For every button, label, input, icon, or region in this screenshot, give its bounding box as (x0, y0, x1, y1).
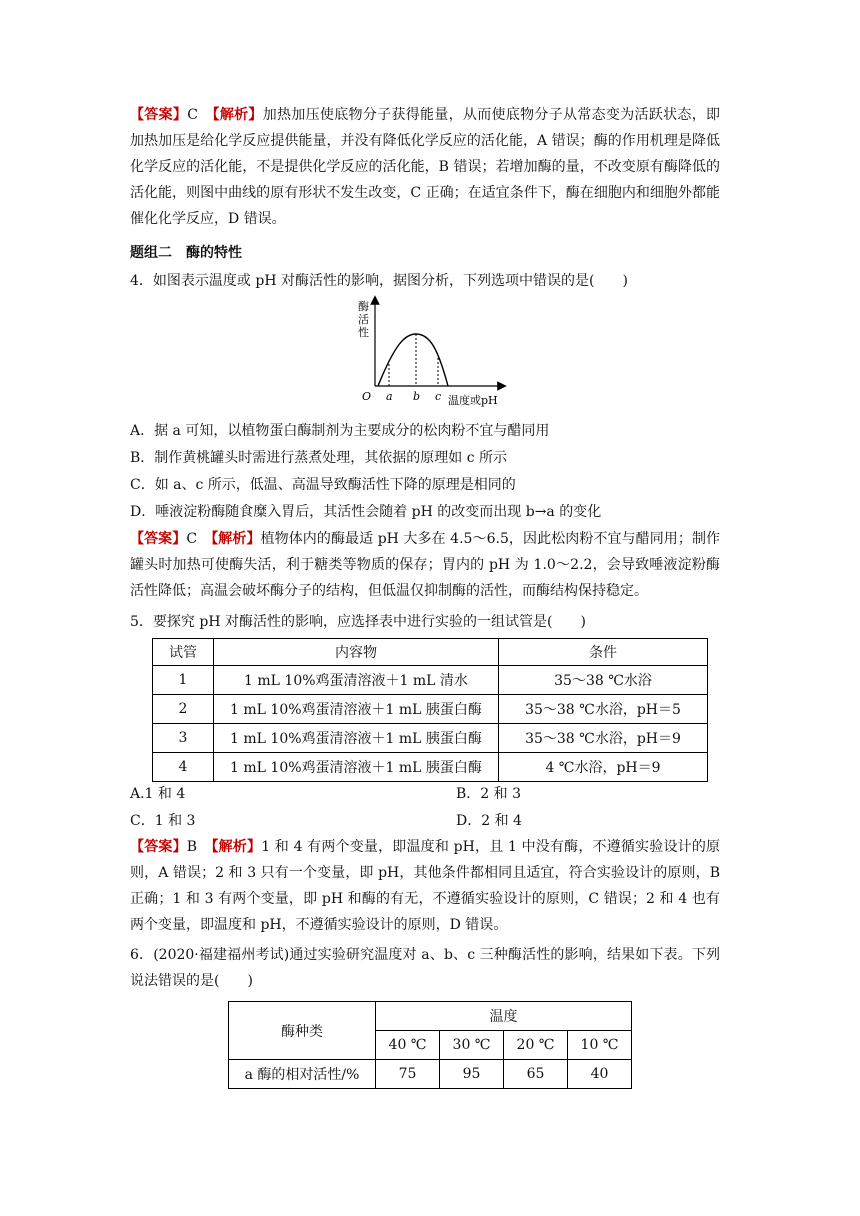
section-title: 题组二 酶的特性 (130, 245, 242, 261)
temp-cell: 20 ℃ (504, 1031, 568, 1060)
y-axis-label-1: 酶 (358, 300, 369, 313)
analysis-tag: 【解析】 (211, 839, 262, 855)
table-cell: 1 mL 10%鸡蛋清溶液＋1 mL 胰蛋白酶 (214, 724, 499, 753)
q5-answer-block (130, 834, 720, 938)
table-row (153, 753, 708, 782)
analysis-text: 1 和 4 有两个变量，即温度和 pH，且 1 中没有酶，不遵循实验设计的原则，A 错误；2 和 3 只有一个变量，即 pH，其他条件都相同且适宜，符合实验设计的原则，B 正确；1 和 3 有两个变量，即 pH 和酶的有无，不遵循实验设计的原则，C 错误；2 和 4 也有两个变量，即温度和 pH，不遵循实验设计的原则，D 错误。 (130, 839, 721, 933)
table-cell: 2 (153, 695, 214, 724)
q5-option-b: B．2 和 3 (456, 786, 522, 802)
table-cell: 1 mL 10%鸡蛋清溶液＋1 mL 清水 (214, 666, 499, 695)
table-cell: 4 (153, 753, 214, 782)
answer-letter: C (187, 107, 198, 123)
analysis-tag: 【解析】 (211, 531, 261, 547)
temp-cell: 40 ℃ (376, 1031, 440, 1060)
table-header-cell: 条件 (499, 639, 708, 666)
q5-option-c: C．1 和 3 (130, 813, 196, 829)
y-axis-label-3: 性 (358, 326, 369, 339)
q4-option-c: C．如 a、c 所示，低温、高温导致酶活性下降的原理是相同的 (130, 477, 516, 493)
q5-table (152, 638, 708, 782)
q5-option-d: D．2 和 4 (456, 813, 522, 829)
answer-tag: 【答案】 (130, 839, 187, 855)
answer-tag: 【答案】 (130, 531, 187, 547)
x-axis-label: 温度或pH (448, 394, 498, 407)
tick-c: c (435, 390, 442, 403)
q4-option-a: A．据 a 可知，以植物蛋白酶制剂为主要成分的松肉粉不宜与醋同用 (130, 423, 550, 439)
table-header-row (153, 639, 708, 666)
table-row (229, 1060, 632, 1089)
group-header-cell: 温度 (376, 1002, 632, 1031)
q6-stem: 6．(2020·福建福州考试)通过实验研究温度对 a、b、c 三种酶活性的影响，结果如下表。下列说法错误的是( ) (130, 947, 720, 989)
answer-letter: C (186, 531, 198, 547)
temp-cell: 30 ℃ (440, 1031, 504, 1060)
q5-option-a: A.1 和 4 (130, 786, 186, 802)
answer-tag: 【答案】 (130, 107, 188, 123)
q4-option-d: D．唾液淀粉酶随食糜入胃后，其活性会随着 pH 的改变而出现 b→a 的变化 (130, 504, 602, 520)
table-cell: 3 (153, 724, 214, 753)
value-cell: 65 (504, 1060, 568, 1089)
table-cell: 1 mL 10%鸡蛋清溶液＋1 mL 胰蛋白酶 (214, 753, 499, 782)
table-cell: 1 mL 10%鸡蛋清溶液＋1 mL 胰蛋白酶 (214, 695, 499, 724)
table-cell: 4 ℃水浴，pH＝9 (499, 753, 708, 782)
value-cell: 75 (376, 1060, 440, 1089)
q4-enzyme-activity-chart (350, 294, 510, 412)
answer-letter: B (186, 839, 198, 855)
q6-table (228, 1001, 632, 1089)
tick-a: a (386, 390, 393, 403)
analysis-tag: 【解析】 (212, 107, 263, 123)
table-row (153, 666, 708, 695)
table-cell: 35～38 ℃水浴 (499, 666, 708, 695)
q4-answer-block (130, 526, 720, 604)
y-axis-label-2: 活 (358, 313, 369, 326)
origin-label: O (362, 390, 372, 403)
value-cell: 95 (440, 1060, 504, 1089)
table-header-cell: 试管 (153, 639, 214, 666)
tick-b: b (413, 390, 421, 403)
table-cell: 1 (153, 666, 214, 695)
row-label-cell: a 酶的相对活性/% (229, 1060, 376, 1089)
table-header-cell: 内容物 (214, 639, 499, 666)
table-row (153, 695, 708, 724)
table-cell: 35～38 ℃水浴，pH＝5 (499, 695, 708, 724)
q3-answer-block (130, 102, 720, 232)
temp-cell: 10 ℃ (568, 1031, 632, 1060)
q4-option-b: B．制作黄桃罐头时需进行蒸煮处理，其依据的原理如 c 所示 (130, 450, 508, 466)
table-row (153, 724, 708, 753)
analysis-text: 加热加压使底物分子获得能量，从而使底物分子从常态变为活跃状态，即加热加压是给化学反应提供能量，并没有降低化学反应的活化能，A 错误；酶的作用机理是降低化学反应的活化能，不是提供化学反应的活化能，B 错误；若增加酶的量，不改变原有酶降低的活化能，则图中曲线的原有形状不发生改变，C 正确；在适宜条件下，酶在细胞内和细胞外都能催化化学反应，D 错误。 (130, 107, 721, 227)
q4-stem: 4．如图表示温度或 pH 对酶活性的影响，据图分析，下列选项中错误的是( ) (130, 273, 628, 289)
analysis-text: 植物体内的酶最适 pH 大多在 4.5～6.5，因此松肉粉不宜与醋同用；制作罐头时加热可使酶失活，利于糖类等物质的保存；胃内的 pH 为 1.0～2.2，会导致唾液淀粉酶活性降低；高温会破坏酶分子的结构，但低温仅抑制酶的活性，而酶结构保持稳定。 (130, 531, 721, 599)
q5-stem: 5．要探究 pH 对酶活性的影响，应选择表中进行实验的一组试管是( ) (130, 614, 586, 630)
table-cell: 35～38 ℃水浴，pH＝9 (499, 724, 708, 753)
value-cell: 40 (568, 1060, 632, 1089)
table-header-row (229, 1002, 632, 1031)
row-header-cell: 酶种类 (229, 1002, 376, 1060)
